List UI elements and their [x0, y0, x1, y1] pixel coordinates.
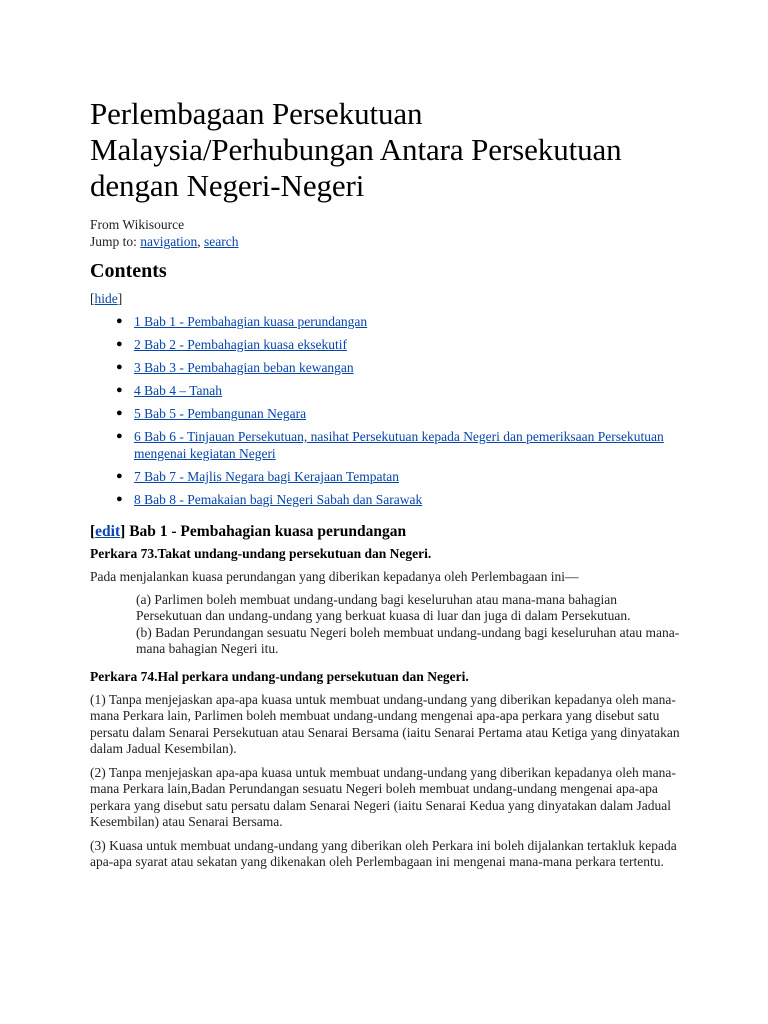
perkara-73-clauses	[136, 592, 680, 658]
toc-item	[114, 491, 680, 508]
navigation-link[interactable]: navigation	[140, 234, 198, 249]
perkara-74-clause-3: (3) Kuasa untuk membuat undang-undang yang diberikan oleh Perkara ini boleh dijalankan tertakluk kepada apa-apa syarat atau sekatan yang dikenakan oleh Perlembagaan ini mengenai mana-mana perkara tertentu.	[90, 837, 677, 869]
toc-link-bab-3[interactable]: 3 Bab 3 - Pembahagian beban kewangan	[134, 360, 354, 375]
article-page	[90, 96, 680, 871]
edit-section-link[interactable]: edit	[95, 523, 121, 540]
bullet-icon: ●	[116, 430, 123, 442]
contents-heading: Contents	[90, 260, 167, 282]
perkara-73-clause-a: (a) Parlimen boleh membuat undang-undang bagi keseluruhan atau mana-mana bahagian Persekutuan dan undang-undang yang berkuat kuasa di luar dan juga di dalam Persekutuan.	[136, 591, 631, 623]
toc-link-bab-6[interactable]: 6 Bab 6 - Tinjauan Persekutuan, nasihat Persekutuan kepada Negeri dan pemeriksaan Persekutuan mengenai kegiatan Negeri	[134, 429, 664, 461]
hide-toc-link[interactable]: hide	[94, 291, 118, 306]
perkara-73-clause-b: (b) Badan Perundangan sesuatu Negeri boleh membuat undang-undang bagi keseluruhan atau mana-mana bahagian Negeri itu.	[136, 624, 680, 656]
toc-toggle	[90, 290, 680, 307]
toc-link-bab-2[interactable]: 2 Bab 2 - Pembahagian kuasa eksekutif	[134, 337, 347, 352]
toc-item	[114, 382, 680, 399]
toc-link-bab-5[interactable]: 5 Bab 5 - Pembangunan Negara	[134, 406, 307, 421]
table-of-contents	[90, 313, 680, 508]
bullet-icon: ●	[116, 493, 123, 505]
toc-item	[114, 359, 680, 376]
source-line: From Wikisource	[90, 217, 185, 232]
page-title: Perlembagaan Persekutuan Malaysia/Perhubungan Antara Persekutuan dengan Negeri-Negeri	[90, 96, 622, 203]
toc-link-bab-4[interactable]: 4 Bab 4 – Tanah	[134, 383, 223, 398]
search-link[interactable]: search	[204, 234, 239, 249]
perkara-74-clause-2: (2) Tanpa menjejaskan apa-apa kuasa untuk membuat undang-undang yang diberikan kepadanya oleh mana-mana Perkara lain,Badan Perundangan sesuatu Negeri boleh membuat undang-undang mengenai apa-apa perkara yang disebut satu persatu dalam Senarai Negeri (iaitu Senarai Kedua yang dinyatakan dalam Jadual Kesembilan) atau Senarai Bersama.	[90, 764, 676, 829]
toc-link-bab-8[interactable]: 8 Bab 8 - Pemakaian bagi Negeri Sabah dan Sarawak	[134, 492, 423, 507]
toc-item	[114, 336, 680, 353]
toc-link-bab-1[interactable]: 1 Bab 1 - Pembahagian kuasa perundangan	[134, 314, 368, 329]
toc-link-bab-7[interactable]: 7 Bab 7 - Majlis Negara bagi Kerajaan Tempatan	[134, 469, 399, 484]
bullet-icon: ●	[116, 407, 123, 419]
toc-item	[114, 405, 680, 422]
bracket-open: [	[90, 291, 95, 306]
bracket-open: [	[90, 523, 96, 540]
bullet-icon: ●	[116, 470, 123, 482]
toc-item	[114, 313, 680, 330]
bracket-close: ]	[120, 523, 126, 540]
perkara-73-intro: Pada menjalankan kuasa perundangan yang diberikan kepadanya oleh Perlembagaan ini—	[90, 569, 579, 584]
bullet-icon: ●	[116, 315, 123, 327]
section-title: Bab 1 - Pembahagian kuasa perundangan	[129, 523, 407, 540]
perkara-74-title: Perkara 74.Hal perkara undang-undang persekutuan dan Negeri.	[90, 668, 469, 684]
bullet-icon: ●	[116, 384, 123, 396]
bullet-icon: ●	[116, 338, 123, 350]
jump-to-line	[90, 233, 680, 250]
perkara-74-clause-1: (1) Tanpa menjejaskan apa-apa kuasa untuk membuat undang-undang yang diberikan kepadanya oleh mana-mana Perkara lain, Parlimen boleh membuat undang-undang mengenai apa-apa perkara yang disebut satu persatu dalam Senarai Persekutuan atau Senarai Bersama (iaitu Senarai Pertama atau Ketiga yang dinyatakan dalam Jadual Kesembilan).	[90, 691, 680, 756]
section-heading-bab-1	[90, 522, 680, 541]
perkara-73-title: Perkara 73.Takat undang-undang persekutuan dan Negeri.	[90, 546, 432, 561]
toc-item	[114, 428, 680, 462]
bracket-close: ]	[117, 291, 123, 306]
jump-to-label: Jump to:	[90, 234, 137, 249]
bullet-icon: ●	[116, 361, 123, 373]
toc-item	[114, 468, 680, 485]
jump-separator: ,	[197, 234, 201, 249]
